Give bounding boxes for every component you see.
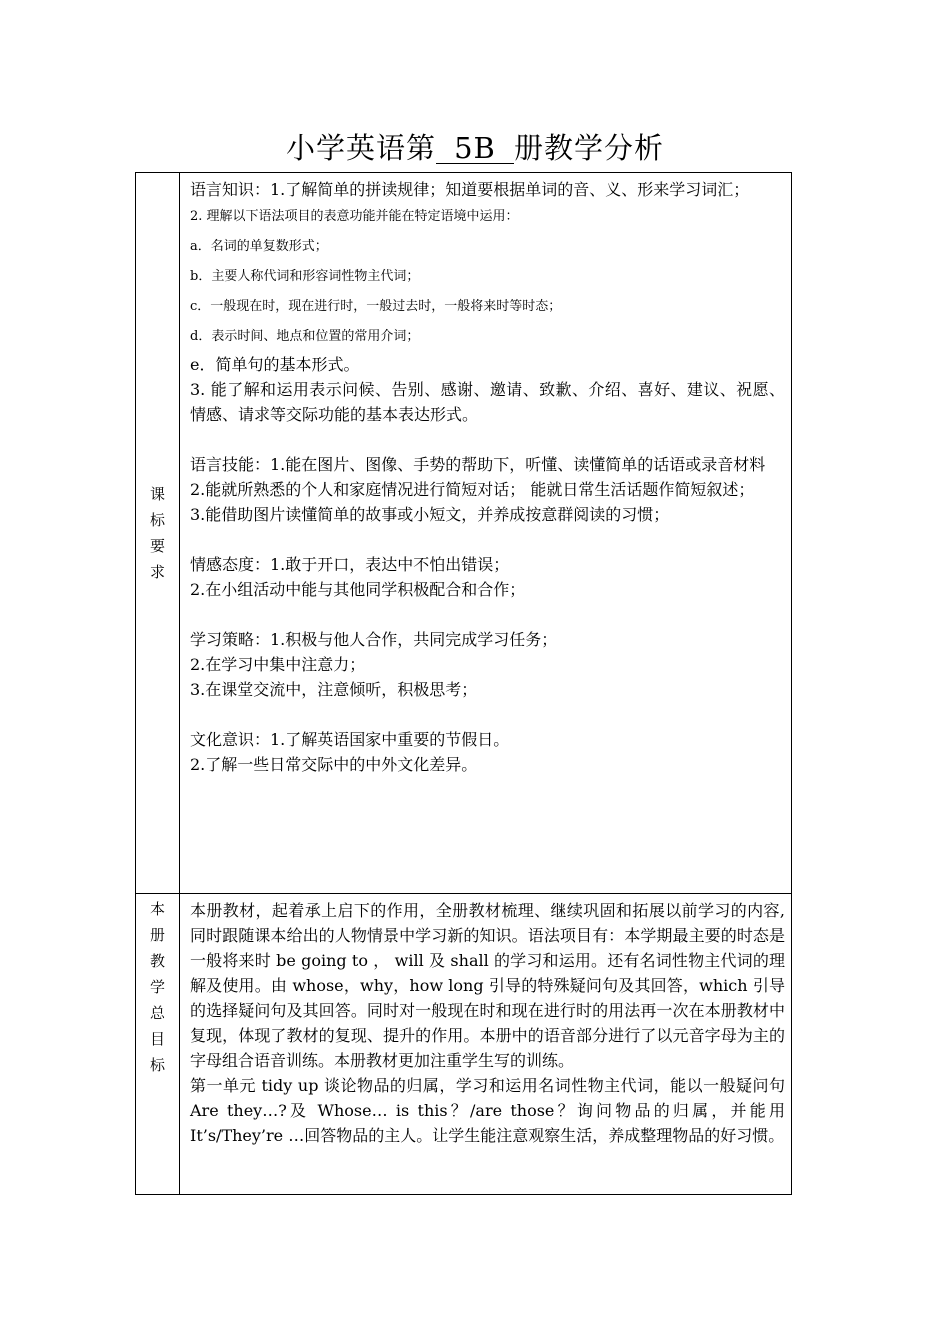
content-cell [180, 173, 792, 894]
table-row-overall-goals [136, 894, 792, 1195]
row-label-char: 教 [149, 952, 165, 970]
title-prefix: 小学英语第 [285, 131, 436, 165]
analysis-table [135, 172, 792, 1195]
row-label-char: 目 [149, 1030, 165, 1048]
paragraph: d．表示时间、地点和位置的常用介词； [190, 329, 420, 344]
row-label-char: 册 [149, 926, 165, 944]
content-cell [180, 894, 792, 1195]
paragraph: 本册教材，起着承上启下的作用，全册教材梳理、继续巩固和拓展以前学习的内容,同时跟随课本给出的人物情景中学习新的知识。语法项目有：本学期最主要的时态是一般将来时 be going to ， will 及 shall 的学习和运用。还有名词性物主代词的理解及使用。由 whose，why，how long 引导的特殊疑问句及其回答，which 引导的选择疑问句及其回答。同时对一般现在时和现在进行时的用法再一次在本册教材中复现，体现了教材的复现、提升的作用。本册中的语音部分进行了以元音字母为主的字母组合语音训练。本册教材更加注重学生写的训练。 [190, 901, 785, 1070]
paragraph: a．名词的单复数形式； [190, 239, 328, 254]
title-grade-blank: 5B [436, 133, 514, 164]
row-label-char: 标 [149, 1056, 165, 1074]
paragraph-spacer [190, 702, 785, 727]
table-row-curriculum-requirements [136, 173, 792, 894]
paragraph-spacer [190, 427, 785, 452]
paragraph-spacer [190, 527, 785, 552]
paragraph: 3. 能了解和运用表示问候、告别、感谢、邀请、致歉、介绍、喜好、建议、祝愿、情感、请求等交际功能的基本表达形式。 [190, 380, 785, 424]
overall-goals-content [180, 894, 791, 1148]
paragraph: 2.在小组活动中能与其他同学积极配合和合作； [190, 580, 526, 599]
curriculum-requirements-content [180, 173, 791, 777]
paragraph: 第一单元 tidy up 谈论物品的归属，学习和运用名词性物主代词，能以一般疑问句 Are they…?及 Whose… is this？/are those？询问物品的归属，并能用 It’s/They’re …回答物品的主人。让学生能注意观察生活，养成整理物品的好习惯。 [190, 1076, 785, 1145]
paragraph: 3.在课堂交流中，注意倾听，积极思考； [190, 680, 478, 699]
paragraph: 文化意识：1.了解英语国家中重要的节假日。 [190, 730, 510, 749]
paragraph: 2.了解一些日常交际中的中外文化差异。 [190, 755, 478, 774]
row-label-char: 求 [149, 563, 165, 581]
paragraph-spacer [190, 602, 785, 627]
row-label-cell [136, 173, 180, 894]
paragraph: 语言知识：1.了解简单的拼读规律；知道要根据单词的音、义、形来学习词汇； [190, 180, 750, 199]
paragraph: e．简单句的基本形式。 [190, 355, 360, 374]
paragraph: 语言技能：1.能在图片、图像、手势的帮助下，听懂、读懂简单的话语或录音材料 [190, 455, 766, 474]
paragraph: c．一般现在时，现在进行时，一般过去时，一般将来时等时态； [190, 299, 562, 314]
row-label-char: 学 [149, 978, 165, 996]
paragraph: b．主要人称代词和形容词性物主代词； [190, 269, 420, 284]
paragraph: 学习策略：1.积极与他人合作，共同完成学习任务； [190, 630, 558, 649]
title-suffix: 册教学分析 [514, 131, 665, 165]
row-label [150, 896, 166, 1078]
paragraph: 3.能借助图片读懂简单的故事或小短文，并养成按意群阅读的习惯； [190, 505, 670, 524]
row-label-char: 要 [149, 537, 165, 555]
paragraph: 2. 理解以下语法项目的表意功能并能在特定语境中运用： [190, 209, 519, 224]
paragraph: 情感态度：1.敢于开口，表达中不怕出错误； [190, 555, 510, 574]
row-label-char: 总 [149, 1004, 165, 1022]
row-label-char: 本 [149, 900, 165, 918]
row-label-char: 标 [149, 511, 165, 529]
row-label-char: 课 [149, 485, 165, 503]
row-label-cell [136, 894, 180, 1195]
paragraph: 2.在学习中集中注意力； [190, 655, 366, 674]
paragraph: 2.能就所熟悉的个人和家庭情况进行简短对话； 能就日常生活话题作简短叙述； [190, 480, 755, 499]
page-title [0, 128, 950, 168]
row-label [150, 481, 166, 585]
